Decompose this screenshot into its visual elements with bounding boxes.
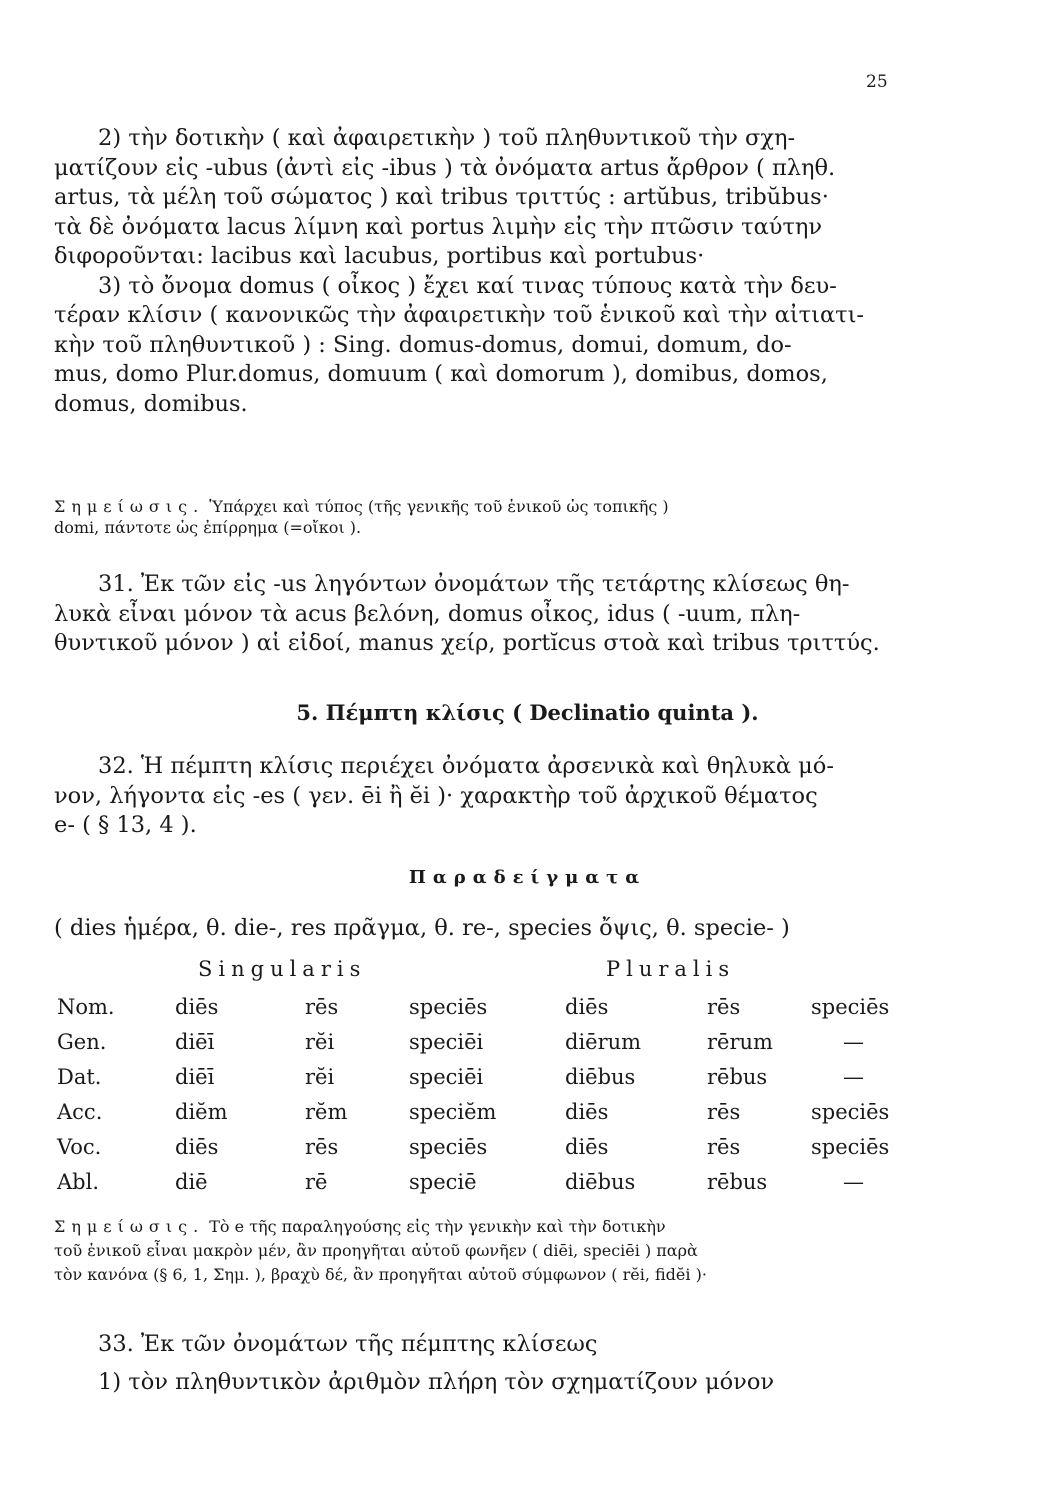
text-line: 1) τὸν πληθυντικὸν ἀριθμὸν πλήρη τὸν σχηματίζουν μόνον bbox=[98, 1368, 775, 1395]
note-text: τὸν κανόνα (§ 6, 1, Σημ. ), βραχὺ δέ, ἂν προηγῆται αὐτοῦ σύμφωνον ( rĕi, fidĕi )· bbox=[54, 1265, 707, 1284]
table-cell: rēs bbox=[707, 1100, 741, 1124]
text-line: θυντικοῦ μόνον ) αἱ εἰδοί, manus χείρ, portĭcus στοὰ καὶ tribus τριττύς. bbox=[54, 630, 880, 656]
table-cell: diēs bbox=[175, 995, 219, 1019]
note-locative bbox=[54, 496, 908, 538]
table-cell: diēbus bbox=[565, 1065, 636, 1089]
section-31 bbox=[54, 570, 908, 659]
table-cell: diēs bbox=[565, 1135, 609, 1159]
table-cell: — bbox=[843, 1030, 864, 1054]
table-cell: rē bbox=[305, 1170, 328, 1194]
case-label: Acc. bbox=[57, 1100, 103, 1124]
table-cell: rēs bbox=[707, 1135, 741, 1159]
table-cell: diēs bbox=[565, 995, 609, 1019]
text-line: artus, τὰ μέλη τοῦ σώματος ) καὶ tribus τριττύς : artŭbus, tribŭbus· bbox=[54, 184, 829, 210]
case-label: Nom. bbox=[57, 995, 115, 1019]
table-cell: diēs bbox=[175, 1135, 219, 1159]
note-text: τοῦ ἑνικοῦ εἶναι μακρὸν μέν, ἂν προηγῆται αὐτοῦ φωνῆεν ( diēi, speciēi ) παρὰ bbox=[54, 1241, 698, 1260]
table-cell: diērum bbox=[565, 1030, 642, 1054]
text-line: λυκὰ εἶναι μόνον τὰ acus βελόνη, domus οἶκος, idus ( -uum, πλη- bbox=[54, 600, 801, 627]
text-line: ( dies ἡμέρα, θ. die-, res πρᾶγμα, θ. re-, species ὄψις, θ. specie- ) bbox=[54, 915, 790, 941]
examples-line bbox=[54, 914, 908, 944]
table-cell: — bbox=[843, 1065, 864, 1089]
table-cell: diēbus bbox=[565, 1170, 636, 1194]
text-line: ματίζουν εἰς -ubus (ἀντὶ εἰς -ibus ) τὰ ὀνόματα artus ἄρθρον ( πληθ. bbox=[54, 154, 836, 181]
case-label: Dat. bbox=[57, 1065, 102, 1089]
text-line: κὴν τοῦ πληθυντικοῦ ) : Sing. domus-domus, domui, domum, do- bbox=[54, 331, 792, 358]
table-cell: speciēs bbox=[811, 1135, 890, 1159]
table-cell: rērum bbox=[707, 1030, 773, 1054]
table-cell: rĕm bbox=[305, 1100, 348, 1124]
case-label: Gen. bbox=[57, 1030, 107, 1054]
table-cell: diēī bbox=[175, 1030, 215, 1054]
table-cell: rēs bbox=[707, 995, 741, 1019]
table-cell: speciĕm bbox=[409, 1100, 497, 1124]
text-line: νον, λήγοντα εἰς -es ( γεν. ēi ἢ ĕi )· χαρακτὴρ τοῦ ἀρχικοῦ θέματος bbox=[54, 782, 818, 809]
note-text: domi, πάντοτε ὡς ἐπίρρημα (=οἴκοι ). bbox=[54, 518, 362, 537]
examples-heading: Παραδείγματα bbox=[408, 867, 647, 888]
case-label: Abl. bbox=[57, 1170, 99, 1194]
plural-header: Pluralis bbox=[606, 957, 736, 981]
table-cell: rĕi bbox=[305, 1030, 335, 1054]
note-text: Τὸ e τῆς παραληγούσης εἰς τὴν γενικὴν καὶ τὴν δοτικὴν bbox=[209, 1217, 666, 1236]
table-cell: diēī bbox=[175, 1065, 215, 1089]
text-line: 33. Ἐκ τῶν ὀνομάτων τῆς πέμπτης κλίσεως bbox=[98, 1331, 598, 1357]
table-cell: speciēs bbox=[409, 1135, 488, 1159]
text-line: 3) τὸ ὄνομα domus ( οἶκος ) ἔχει καί τινας τύπους κατὰ τὴν δευ- bbox=[98, 272, 837, 299]
paragraph-domus bbox=[54, 124, 908, 419]
table-cell: rĕi bbox=[305, 1065, 335, 1089]
text-line: διφοροῦνται: lacibus καὶ lacubus, portibus καὶ portubus· bbox=[54, 243, 705, 269]
table-cell: speciēi bbox=[409, 1030, 484, 1054]
table-cell: speciēs bbox=[409, 995, 488, 1019]
table-cell: rēbus bbox=[707, 1065, 768, 1089]
table-cell: diēs bbox=[565, 1100, 609, 1124]
table-cell: — bbox=[843, 1170, 864, 1194]
text-line: mus, domo Plur.domus, domuum ( καὶ domorum ), domibus, domos, bbox=[54, 361, 828, 387]
text-line: τέραν κλίσιν ( κανονικῶς τὴν ἀφαιρετικὴν τοῦ ἑνικοῦ καὶ τὴν αἰτιατι- bbox=[54, 302, 865, 328]
text-line: e- ( § 13, 4 ). bbox=[54, 812, 197, 838]
note-text: Ὑπάρχει καὶ τύπος (τῆς γενικῆς τοῦ ἑνικοῦ ὡς τοπικῆς ) bbox=[209, 497, 669, 516]
table-cell: speciēi bbox=[409, 1065, 484, 1089]
table-cell: speciē bbox=[409, 1170, 477, 1194]
note-label: Σημείωσις. bbox=[54, 497, 205, 516]
table-cell: rēbus bbox=[707, 1170, 768, 1194]
section-heading: 5. Πέμπτη κλίσις ( Declinatio quinta ). bbox=[296, 700, 759, 725]
note-genitive bbox=[54, 1216, 908, 1285]
text-line: 2) τὴν δοτικὴν ( καὶ ἀφαιρετικὴν ) τοῦ πληθυντικοῦ τὴν σχη- bbox=[98, 125, 796, 151]
table-cell: rēs bbox=[305, 1135, 339, 1159]
table-cell: speciēs bbox=[811, 1100, 890, 1124]
page-number: 25 bbox=[866, 72, 888, 92]
note-label: Σημείωσις. bbox=[54, 1217, 205, 1236]
text-line: domus, domibus. bbox=[54, 390, 248, 417]
singular-header: Singularis bbox=[198, 957, 367, 981]
table-cell: speciēs bbox=[811, 995, 890, 1019]
text-line: τὰ δὲ ὀνόματα lacus λίμνη καὶ portus λιμὴν εἰς τὴν πτῶσιν ταύτην bbox=[54, 213, 823, 240]
table-cell: diĕm bbox=[175, 1100, 228, 1124]
case-label: Voc. bbox=[57, 1135, 102, 1159]
section-32 bbox=[54, 752, 908, 841]
section-33 bbox=[54, 1330, 908, 1397]
table-cell: diē bbox=[175, 1170, 208, 1194]
text-line: 31. Ἐκ τῶν εἰς -us ληγόντων ὀνομάτων τῆς τετάρτης κλίσεως θη- bbox=[98, 571, 850, 597]
text-line: 32. Ἡ πέμπτη κλίσις περιέχει ὀνόματα ἀρσενικὰ καὶ θηλυκὰ μό- bbox=[98, 753, 834, 779]
table-cell: rēs bbox=[305, 995, 339, 1019]
